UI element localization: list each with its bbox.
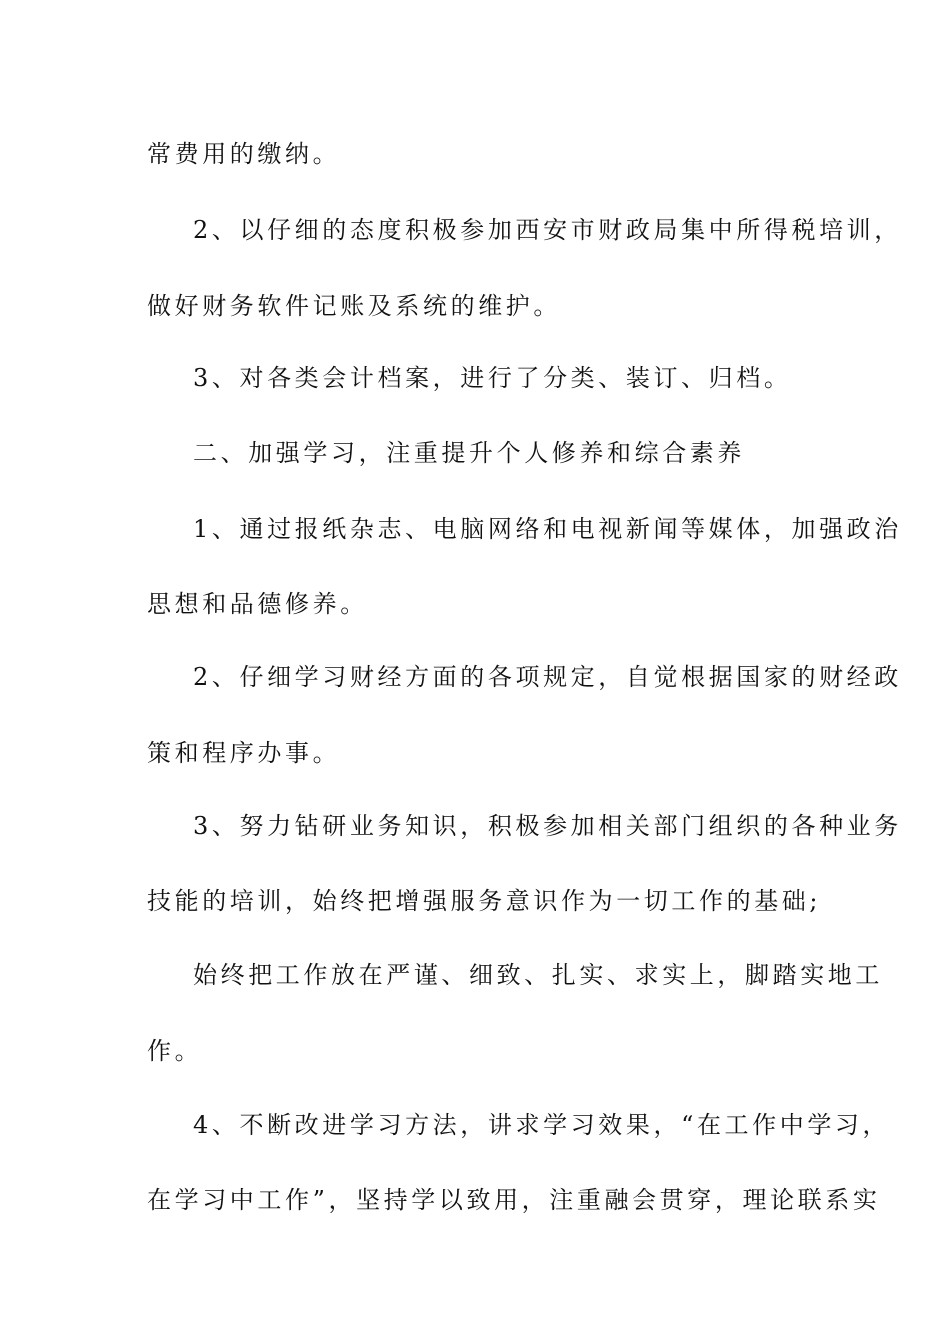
text-line-12: 始终把工作放在严谨、细致、扎实、求实上，脚踏实地工: [193, 961, 883, 989]
text-line-1: 常费用的缴纳。: [147, 140, 341, 168]
section-heading: 二、加强学习，注重提升个人修养和综合素养: [193, 439, 745, 467]
text-line-2: 2、以仔细的态度积极参加西安市财政局集中所得税培训，: [193, 216, 902, 244]
text-line-11: 技能的培训，始终把增强服务意识作为一切工作的基础;: [147, 887, 822, 915]
text-line-3: 做好财务软件记账及系统的维护。: [147, 292, 561, 320]
text-line-9: 策和程序办事。: [147, 739, 341, 767]
text-line-10: 3、努力钻研业务知识，积极参加相关部门组织的各种业务: [193, 812, 902, 840]
text-line-13: 作。: [147, 1037, 203, 1065]
text-line-6: 1、通过报纸杂志、电脑网络和电视新闻等媒体，加强政治: [193, 515, 902, 543]
text-line-4: 3、对各类会计档案，进行了分类、装订、归档。: [193, 364, 792, 392]
text-line-8: 2、仔细学习财经方面的各项规定，自觉根据国家的财经政: [193, 663, 902, 691]
text-line-14: 4、不断改进学习方法，讲求学习效果，“在工作中学习，: [193, 1111, 891, 1139]
text-line-7: 思想和品德修养。: [147, 590, 368, 618]
text-line-15: 在学习中工作”，坚持学以致用，注重融会贯穿，理论联系实: [147, 1186, 881, 1214]
